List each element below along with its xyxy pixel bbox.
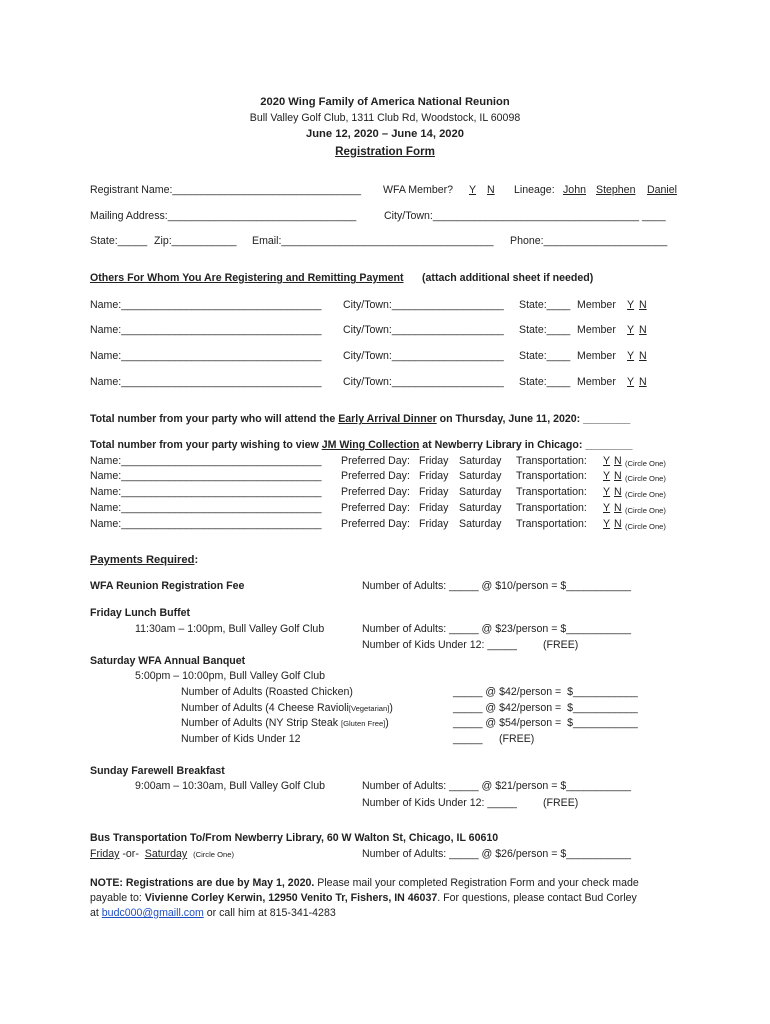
bus-or: -or- (119, 848, 142, 860)
banquet-kids-field[interactable]: _____ (453, 733, 483, 745)
note-text-5: or call him at 815-341-4283 (203, 907, 336, 919)
note-text-2: payable to: (90, 892, 145, 904)
other-member-no[interactable]: N (639, 299, 647, 311)
event-dates: June 12, 2020 – June 14, 2020 (306, 128, 464, 140)
other-name-field[interactable]: Name:__________________________________ (90, 324, 322, 336)
preferred-day-saturday[interactable]: Saturday (459, 455, 502, 467)
preferred-day-saturday[interactable]: Saturday (459, 486, 502, 498)
early-arrival-prefix: Total number from your party who will attend the (90, 413, 339, 425)
collection-name-field[interactable]: Name:__________________________________ (90, 455, 322, 467)
breakfast-label: Sunday Farewell Breakfast (90, 765, 225, 777)
payments-heading-colon: : (194, 554, 199, 566)
transportation-label: Transportation: (516, 518, 587, 530)
lineage-daniel[interactable]: Daniel (647, 184, 678, 196)
contact-email-link[interactable]: budc000@gmaill.com (101, 907, 204, 919)
banquet-steak-label (181, 717, 389, 730)
other-state-field[interactable]: State:____ (519, 299, 571, 311)
reg-fee-label: WFA Reunion Registration Fee (90, 580, 245, 592)
other-name-field[interactable]: Name:__________________________________ (90, 376, 322, 388)
note-line-2 (90, 892, 637, 905)
preferred-day-saturday[interactable]: Saturday (459, 470, 502, 482)
other-city-field[interactable]: City/Town:___________________ (343, 324, 504, 336)
lineage-stephen[interactable]: Stephen (596, 184, 636, 196)
preferred-day-friday[interactable]: Friday (419, 470, 449, 482)
bus-saturday[interactable]: Saturday (144, 848, 188, 860)
payments-heading (90, 554, 198, 567)
circle-one-note: (Circle One) (625, 522, 666, 531)
banquet-ravioli-text: Number of Adults (4 Cheese Ravioli (181, 702, 349, 714)
preferred-day-label: Preferred Day: (341, 502, 410, 514)
bus-label: Bus Transportation To/From Newberry Library, 60 W Walton St, Chicago, IL 60610 (90, 832, 499, 844)
phone-field[interactable]: Phone:_____________________ (510, 235, 668, 247)
preferred-day-label: Preferred Day: (341, 455, 410, 467)
early-arrival-event: Early Arrival Dinner (338, 413, 437, 425)
early-arrival-line[interactable] (90, 413, 630, 426)
form-title: Registration Form (335, 145, 435, 158)
collection-event: JM Wing Collection (321, 439, 420, 451)
reg-fee-adults-field[interactable]: Number of Adults: _____ @ $10/person = $___________ (362, 580, 632, 592)
lunch-time: 11:30am – 1:00pm, Bull Valley Golf Club (135, 623, 325, 635)
other-member-yes[interactable]: Y (627, 324, 635, 336)
note-payee: Vivienne Corley Kerwin, 12950 Venito Tr, Fishers, IN 46037 (144, 892, 438, 904)
transportation-no[interactable]: N (614, 470, 622, 482)
registrant-name-field[interactable]: Registrant Name:________________________________ (90, 184, 361, 196)
preferred-day-friday[interactable]: Friday (419, 455, 449, 467)
banquet-chicken-label: Number of Adults (Roasted Chicken) (181, 686, 353, 698)
others-heading-note: (attach additional sheet if needed) (422, 272, 594, 284)
transportation-no[interactable]: N (614, 502, 622, 514)
bus-day-choice (90, 848, 234, 861)
transportation-no[interactable]: N (614, 518, 622, 530)
banquet-steak-field[interactable]: _____ @ $54/person = $___________ (453, 717, 638, 729)
circle-one-note: (Circle One) (625, 490, 666, 499)
banquet-time: 5:00pm – 10:00pm, Bull Valley Golf Club (135, 670, 326, 682)
breakfast-adults-field[interactable]: Number of Adults: _____ @ $21/person = $___________ (362, 780, 632, 792)
other-member-yes[interactable]: Y (627, 376, 635, 388)
other-state-field[interactable]: State:____ (519, 324, 571, 336)
circle-one-note: (Circle One) (625, 459, 666, 468)
lunch-kids-field[interactable]: Number of Kids Under 12: _____ (362, 639, 517, 651)
mailing-address-field[interactable]: Mailing Address:________________________________ (90, 210, 357, 222)
other-member-yes[interactable]: Y (627, 299, 635, 311)
other-state-field[interactable]: State:____ (519, 376, 571, 388)
banquet-chicken-field[interactable]: _____ @ $42/person = $___________ (453, 686, 638, 698)
banquet-steak-text: Number of Adults (NY Strip Steak (181, 717, 339, 729)
preferred-day-friday[interactable]: Friday (419, 518, 449, 530)
banquet-ravioli-label (181, 702, 393, 715)
other-state-field[interactable]: State:____ (519, 350, 571, 362)
others-heading: Others For Whom You Are Registering and Remitting Payment (90, 272, 404, 284)
breakfast-time: 9:00am – 10:30am, Bull Valley Golf Club (135, 780, 326, 792)
transportation-yes[interactable]: Y (603, 455, 611, 467)
bus-circle-one: (Circle One) (193, 850, 234, 859)
collection-name-field[interactable]: Name:__________________________________ (90, 518, 322, 530)
other-member-label: Member (577, 376, 616, 388)
note-text-1: Please mail your completed Registration Form and your check made (314, 877, 639, 889)
preferred-day-label: Preferred Day: (341, 470, 410, 482)
other-city-field[interactable]: City/Town:___________________ (343, 376, 504, 388)
other-member-label: Member (577, 350, 616, 362)
preferred-day-saturday[interactable]: Saturday (459, 502, 502, 514)
breakfast-kids-field[interactable]: Number of Kids Under 12: _____ (362, 797, 517, 809)
preferred-day-friday[interactable]: Friday (419, 502, 449, 514)
bus-friday[interactable]: Friday (90, 848, 120, 860)
transportation-yes[interactable]: Y (603, 518, 611, 530)
collection-name-field[interactable]: Name:__________________________________ (90, 502, 322, 514)
steak-close-paren: ) (385, 717, 389, 729)
note-text-3: . For questions, please contact Bud Corley (437, 892, 637, 904)
event-venue: Bull Valley Golf Club, 1311 Club Rd, Woodstock, IL 60098 (249, 112, 521, 124)
other-city-field[interactable]: City/Town:___________________ (343, 350, 504, 362)
breakfast-kids-free: (FREE) (543, 797, 579, 809)
other-member-no[interactable]: N (639, 376, 647, 388)
transportation-yes[interactable]: Y (603, 470, 611, 482)
transportation-label: Transportation: (516, 455, 587, 467)
other-member-no[interactable]: N (639, 350, 647, 362)
lineage-john[interactable]: John (563, 184, 586, 196)
collection-line[interactable] (90, 439, 632, 452)
lineage-label: Lineage: (514, 184, 555, 196)
banquet-ravioli-field[interactable]: _____ @ $42/person = $___________ (453, 702, 638, 714)
other-city-field[interactable]: City/Town:___________________ (343, 299, 504, 311)
ravioli-close-paren: ) (389, 702, 393, 714)
email-field[interactable]: Email:____________________________________ (252, 235, 494, 247)
zip-field[interactable]: Zip:___________ (154, 235, 237, 247)
lunch-label: Friday Lunch Buffet (90, 607, 191, 619)
other-member-yes[interactable]: Y (627, 350, 635, 362)
transportation-yes[interactable]: Y (603, 502, 611, 514)
preferred-day-label: Preferred Day: (341, 486, 410, 498)
other-member-label: Member (577, 299, 616, 311)
note-text-4: at (90, 907, 102, 919)
preferred-day-friday[interactable]: Friday (419, 486, 449, 498)
gluten-free-tag: [Gluten Free] (340, 719, 386, 728)
vegetarian-tag: [Vegetarian] (348, 704, 390, 713)
collection-prefix: Total number from your party wishing to view (90, 439, 322, 451)
transportation-yes[interactable]: Y (603, 486, 611, 498)
payments-heading-text: Payments Required (90, 554, 195, 566)
transportation-no[interactable]: N (614, 455, 622, 467)
state-field[interactable]: State:_____ (90, 235, 148, 247)
other-name-field[interactable]: Name:__________________________________ (90, 299, 322, 311)
banquet-kids-free: (FREE) (499, 733, 535, 745)
lunch-adults-field[interactable]: Number of Adults: _____ @ $23/person = $___________ (362, 623, 632, 635)
early-arrival-suffix: on Thursday, June 11, 2020: ________ (436, 413, 631, 425)
collection-name-field[interactable]: Name:__________________________________ (90, 470, 322, 482)
transportation-no[interactable]: N (614, 486, 622, 498)
other-member-label: Member (577, 324, 616, 336)
note-line-1 (90, 877, 639, 890)
collection-name-field[interactable]: Name:__________________________________ (90, 486, 322, 498)
transportation-label: Transportation: (516, 486, 587, 498)
collection-suffix: at Newberry Library in Chicago: ________ (419, 439, 633, 451)
city-town-field[interactable]: City/Town:___________________________________ ____ (384, 210, 666, 222)
wfa-member-no[interactable]: N (487, 184, 495, 196)
other-member-no[interactable]: N (639, 324, 647, 336)
circle-one-note: (Circle One) (625, 506, 666, 515)
circle-one-note: (Circle One) (625, 474, 666, 483)
banquet-kids-label: Number of Kids Under 12 (181, 733, 301, 745)
other-name-field[interactable]: Name:__________________________________ (90, 350, 322, 362)
lunch-kids-free: (FREE) (543, 639, 579, 651)
transportation-label: Transportation: (516, 470, 587, 482)
note-deadline: NOTE: Registrations are due by May 1, 2020. (90, 877, 315, 889)
preferred-day-saturday[interactable]: Saturday (459, 518, 502, 530)
preferred-day-label: Preferred Day: (341, 518, 410, 530)
wfa-member-label: WFA Member? (383, 184, 454, 196)
banquet-label: Saturday WFA Annual Banquet (90, 655, 246, 667)
bus-adults-field[interactable]: Number of Adults: _____ @ $26/person = $___________ (362, 848, 632, 860)
wfa-member-yes[interactable]: Y (469, 184, 477, 196)
note-line-3 (90, 907, 336, 920)
transportation-label: Transportation: (516, 502, 587, 514)
event-title: 2020 Wing Family of America National Reunion (260, 96, 510, 108)
